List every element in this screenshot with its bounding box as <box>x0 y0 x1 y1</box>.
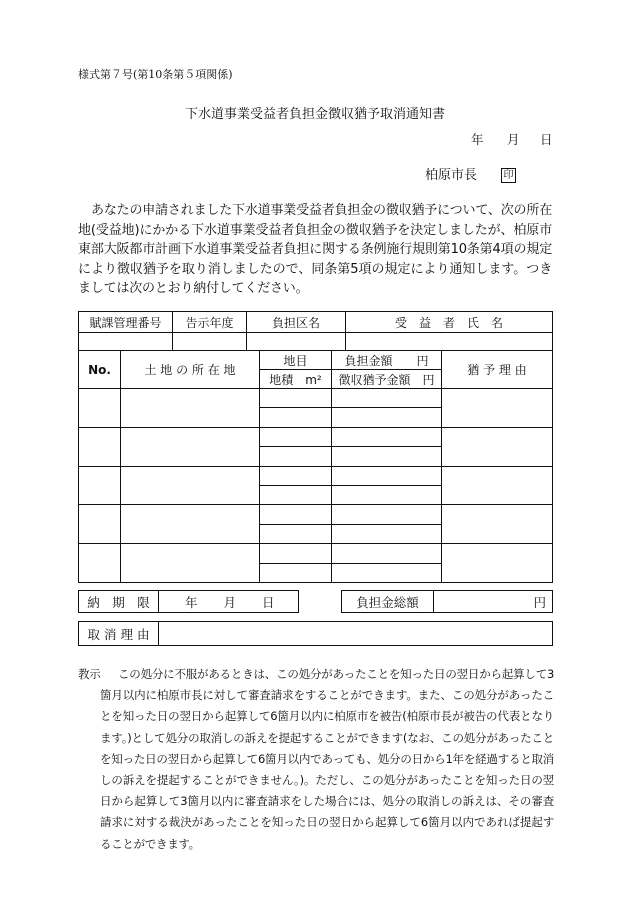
notice-text: この処分に不服があるときは、この処分があったことを知った日の翌日から起算して3箇月以内に柏原市長に対して審査請求をすることができます。また、この処分があったことを知った日の翌日から起算して6箇月以内に柏原市を被告(柏原市長が被告の代表となります。)として処分の取消しの訴えを提起することができます(なお、この処分があったことを知った日の翌日から起算して6箇月以内であっても、処分の日から1年を経過すると取消しの訴えを提起することができません。)。ただし、この処分があったことを知った日の翌日から起算して3箇月以内に審査請求をした場合には、処分の取消しの訴えは、その審査請求に対する裁決があったことを知った日の翌日から起算して6箇月以内であれば提起することができます。 <box>100 667 554 851</box>
row-deferred-amount[interactable] <box>332 447 442 466</box>
row-reason[interactable] <box>442 544 553 583</box>
row-no[interactable] <box>79 427 121 466</box>
deadline-year: 年 <box>185 594 198 610</box>
total-amount-box <box>341 590 553 613</box>
deadline-day: 日 <box>262 594 275 610</box>
header-burden-amount: 負担金額 円 <box>332 351 442 370</box>
row-burden-amount[interactable] <box>332 427 442 446</box>
cancellation-reason-value[interactable] <box>159 622 553 646</box>
row-location[interactable] <box>121 427 260 466</box>
cell-burden-district[interactable] <box>247 333 346 351</box>
row-land-category[interactable] <box>260 544 332 563</box>
row-reason[interactable] <box>442 427 553 466</box>
row-no[interactable] <box>79 505 121 544</box>
row-location[interactable] <box>121 389 260 428</box>
row-reason[interactable] <box>442 389 553 428</box>
cancellation-reason-box <box>78 621 553 646</box>
row-location[interactable] <box>121 505 260 544</box>
cell-assessment-number[interactable] <box>79 333 173 351</box>
date-year: 年 <box>471 132 484 147</box>
row-location[interactable] <box>121 466 260 505</box>
row-burden-amount[interactable] <box>332 505 442 524</box>
row-land-area[interactable] <box>260 447 332 466</box>
row-land-area[interactable] <box>260 524 332 543</box>
row-deferred-amount[interactable] <box>332 408 442 427</box>
row-land-area[interactable] <box>260 408 332 427</box>
header-land-area: 地積 m² <box>260 370 332 389</box>
header-beneficiary-name: 受 益 者 氏 名 <box>346 312 553 333</box>
row-burden-amount[interactable] <box>332 466 442 485</box>
row-land-category[interactable] <box>260 466 332 485</box>
header-deferred-amount: 徴収猶予金額 円 <box>332 370 442 389</box>
assessment-info-table <box>78 311 553 351</box>
total-amount-label: 負担金総額 <box>342 591 434 613</box>
form-reference: 様式第７号(第10条第５項関係) <box>78 68 233 81</box>
row-reason[interactable] <box>442 505 553 544</box>
row-burden-amount[interactable] <box>332 544 442 563</box>
header-assessment-number: 賦課管理番号 <box>79 312 173 333</box>
total-amount-value[interactable] <box>434 591 553 613</box>
document-title: 下水道事業受益者負担金徴収猶予取消通知書 <box>184 107 445 122</box>
notification-body: あなたの申請されました下水道事業受益者負担金の徴収猶予について、次の所在地(受益地)にかかる下水道事業受益者負担金の徴収猶予を決定しましたが、柏原市東部大阪都市計画下水道事業受益者負担に関する条例施行規則第10条第4項の規定により徴収猶予を取り消しましたので、同条第5項の規定により通知します。つきましては次のとおり納付してください。 <box>78 203 552 296</box>
row-no[interactable] <box>79 544 121 583</box>
legal-notice <box>78 664 554 855</box>
row-deferred-amount[interactable] <box>332 524 442 543</box>
cancellation-reason-label: 取 消 理 由 <box>79 622 159 646</box>
payment-deadline-value[interactable] <box>159 591 299 613</box>
header-location: 土 地 の 所 在 地 <box>121 351 260 389</box>
total-amount-unit: 円 <box>533 594 546 610</box>
header-land-category: 地目 <box>260 351 332 370</box>
header-notice-year: 告示年度 <box>173 312 247 333</box>
row-deferred-amount[interactable] <box>332 485 442 504</box>
row-no[interactable] <box>79 389 121 428</box>
row-land-area[interactable] <box>260 485 332 504</box>
seal-box <box>501 163 516 183</box>
deadline-month: 月 <box>223 594 237 610</box>
row-deferred-amount[interactable] <box>332 563 442 582</box>
date-day: 日 <box>540 132 553 147</box>
date-month: 月 <box>507 132 520 147</box>
issuer-name: 柏原市長 <box>425 168 478 183</box>
row-land-category[interactable] <box>260 505 332 524</box>
row-land-area[interactable] <box>260 563 332 582</box>
row-burden-amount[interactable] <box>332 389 442 408</box>
cell-beneficiary-name[interactable] <box>346 333 553 351</box>
row-no[interactable] <box>79 466 121 505</box>
header-burden-district: 負担区名 <box>247 312 346 333</box>
row-location[interactable] <box>121 544 260 583</box>
row-land-category[interactable] <box>260 389 332 408</box>
notice-label: 教示 <box>78 667 101 681</box>
row-reason[interactable] <box>442 466 553 505</box>
cell-notice-year[interactable] <box>173 333 247 351</box>
row-land-category[interactable] <box>260 427 332 446</box>
land-detail-table <box>78 350 553 583</box>
payment-deadline-box <box>78 590 299 613</box>
payment-deadline-label: 納 期 限 <box>79 591 159 613</box>
header-deferral-reason: 猶 予 理 由 <box>442 351 553 389</box>
header-no: No. <box>79 351 121 389</box>
seal-mark: 印 <box>501 168 516 183</box>
